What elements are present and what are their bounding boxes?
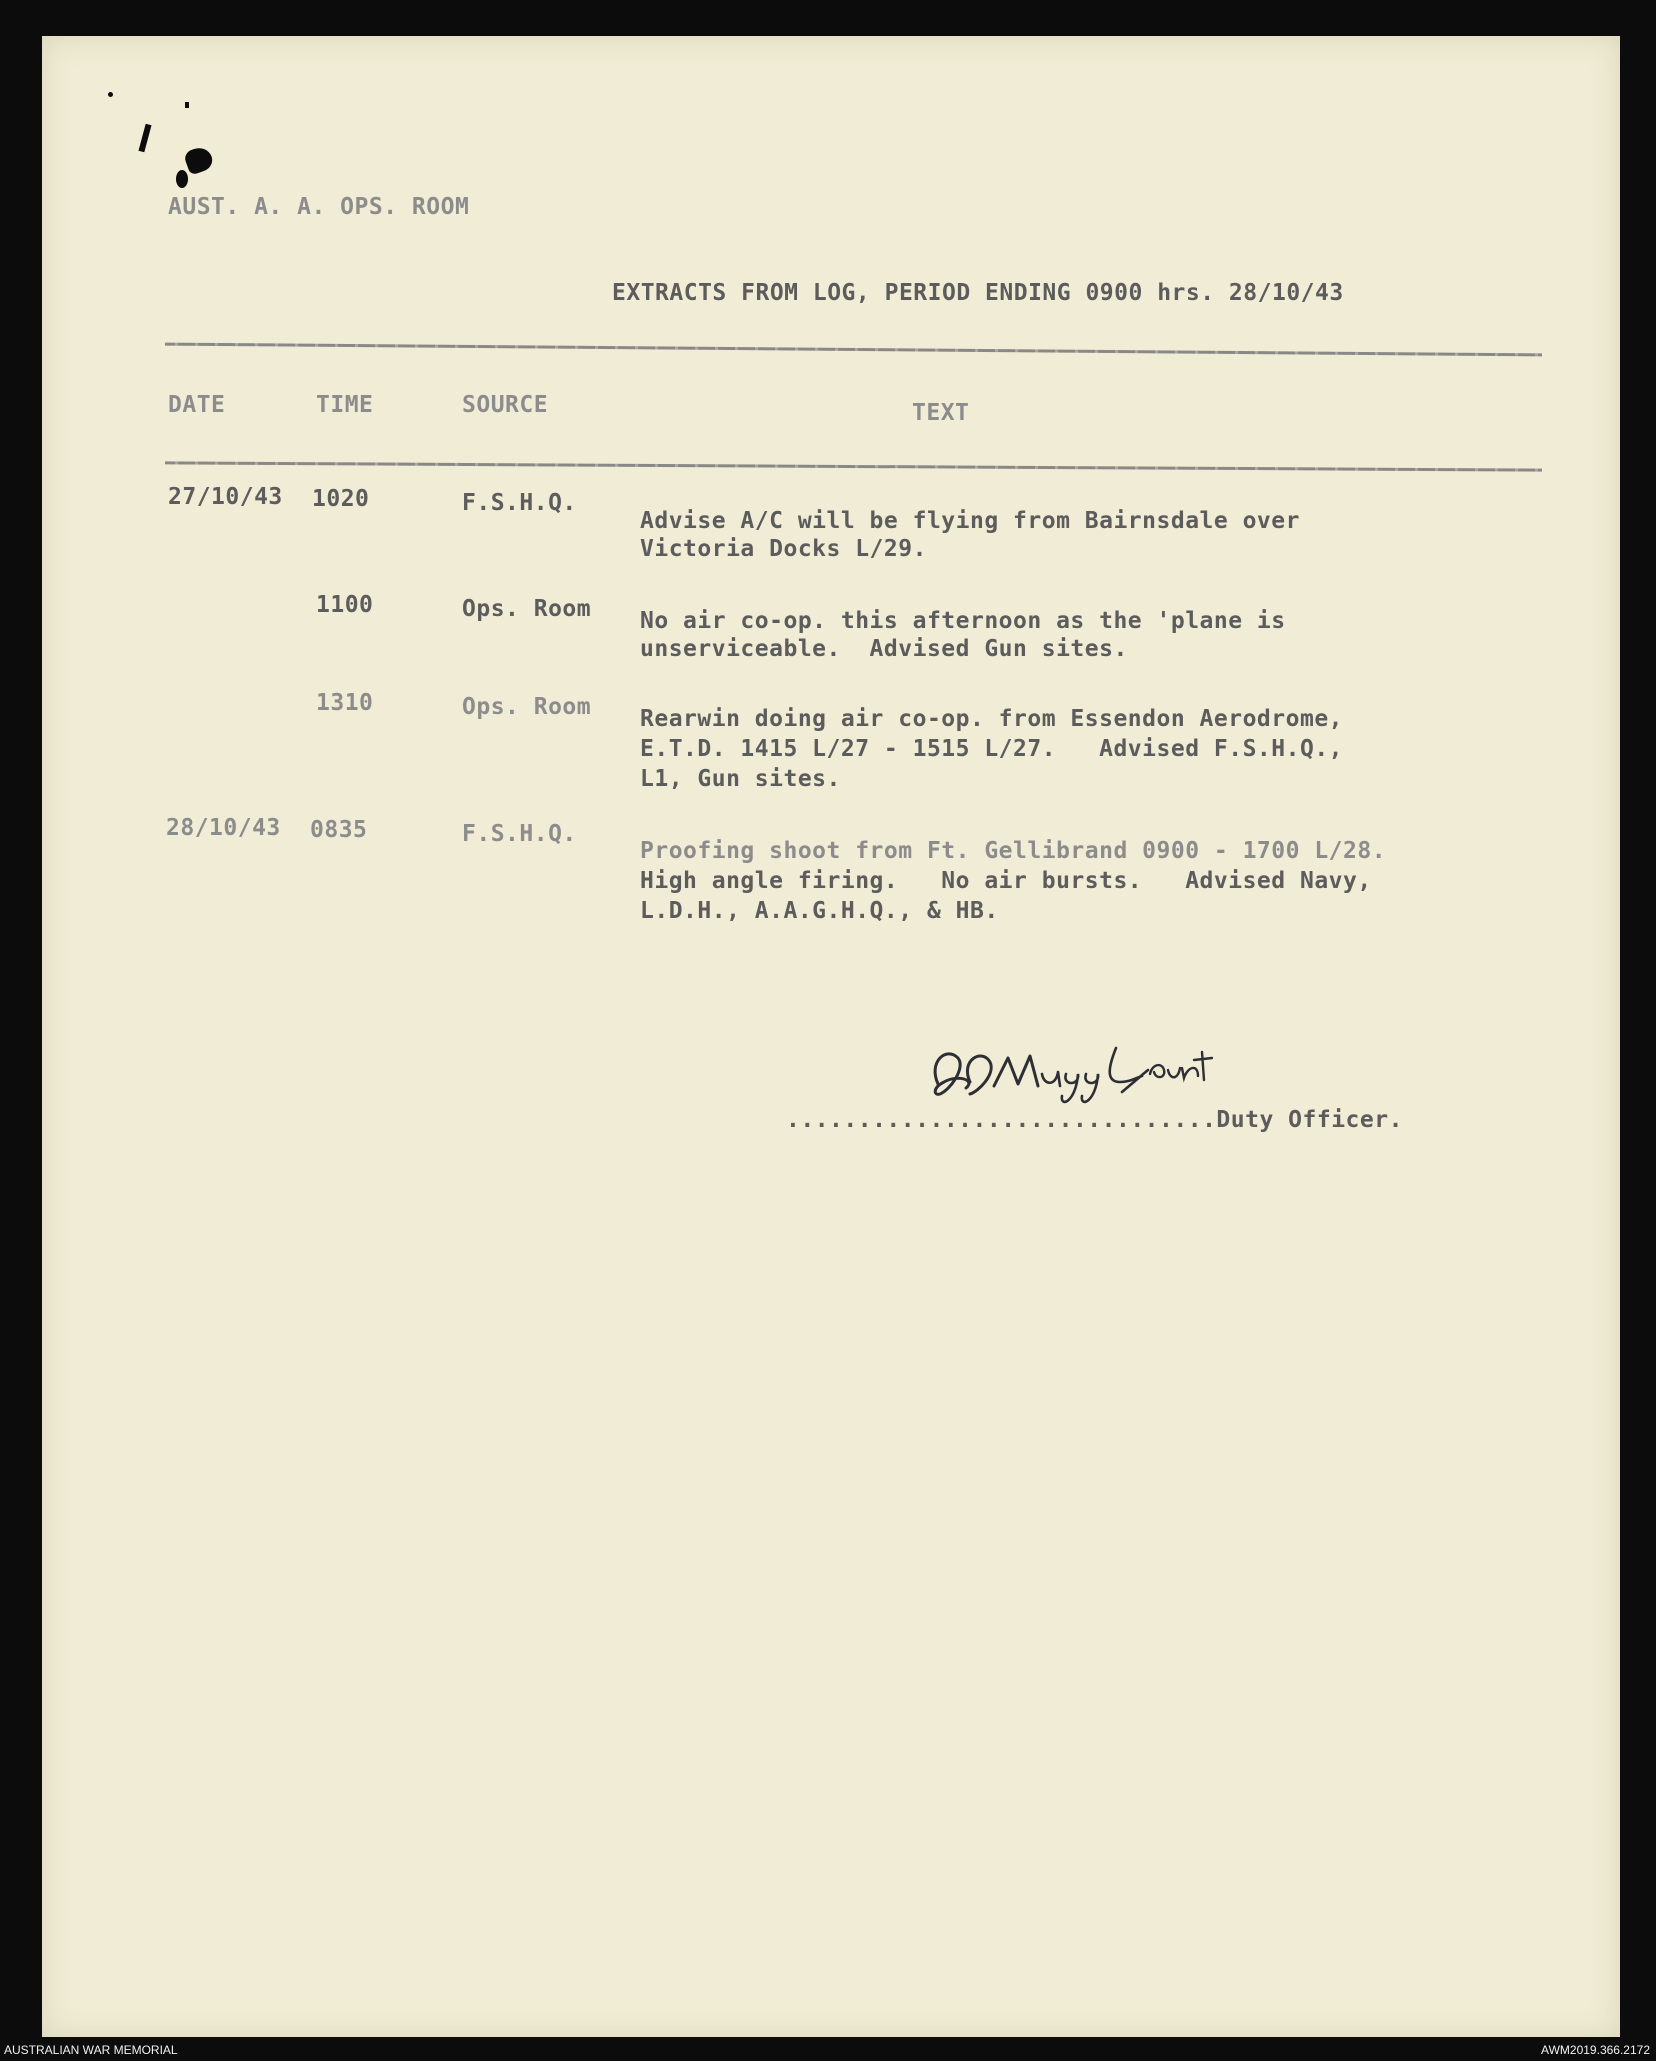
signature-line: ..............................Duty Officer. (786, 1107, 1403, 1133)
entry-source: Ops. Room (462, 694, 592, 720)
entry-text-line: Rearwin doing air co-op. from Essendon Aerodrome, (640, 706, 1344, 732)
entry-source: F.S.H.Q. (462, 821, 577, 847)
column-header-date: DATE (168, 392, 226, 418)
entry-text-line: L.D.H., A.A.G.H.Q., & HB. (640, 898, 999, 924)
entry-time: 1100 (316, 592, 374, 618)
entry-date: 28/10/43 (166, 815, 281, 841)
entry-text-line: High angle firing. No air bursts. Advised Navy, (640, 868, 1372, 894)
entry-date: 27/10/43 (168, 484, 283, 510)
unit-line: AUST. A. A. OPS. ROOM (168, 194, 470, 220)
entry-text-line: unserviceable. Advised Gun sites. (640, 636, 1128, 662)
entry-source: Ops. Room (462, 596, 592, 622)
column-header-text: TEXT (912, 400, 970, 426)
punch-hole-mark (108, 92, 113, 97)
entry-source: F.S.H.Q. (462, 490, 577, 516)
entry-text-line: L1, Gun sites. (640, 766, 841, 792)
column-header-time: TIME (316, 392, 374, 418)
entry-text-line: No air co-op. this afternoon as the 'plane is (640, 608, 1286, 634)
entry-text-line: Advise A/C will be flying from Bairnsdale over (640, 508, 1300, 534)
entry-time: 0835 (310, 817, 368, 843)
punch-hole-mark (185, 102, 189, 108)
entry-text-line: Victoria Docks L/29. (640, 536, 927, 562)
footer-institution: AUSTRALIAN WAR MEMORIAL (4, 2043, 178, 2057)
footer-accession-number: AWM2019.366.2172 (1541, 2043, 1650, 2057)
document-paper (42, 36, 1620, 2037)
handwritten-signature (910, 1022, 1230, 1112)
document-heading: EXTRACTS FROM LOG, PERIOD ENDING 0900 hrs. 28/10/43 (612, 280, 1344, 306)
entry-text-line: Proofing shoot from Ft. Gellibrand 0900 - 1700 L/28. (640, 838, 1387, 864)
entry-time: 1020 (312, 486, 370, 512)
entry-text-line: E.T.D. 1415 L/27 - 1515 L/27. Advised F.S.H.Q., (640, 736, 1344, 762)
column-header-source: SOURCE (462, 392, 549, 418)
punch-hole-mark (176, 170, 188, 188)
entry-time: 1310 (316, 690, 374, 716)
